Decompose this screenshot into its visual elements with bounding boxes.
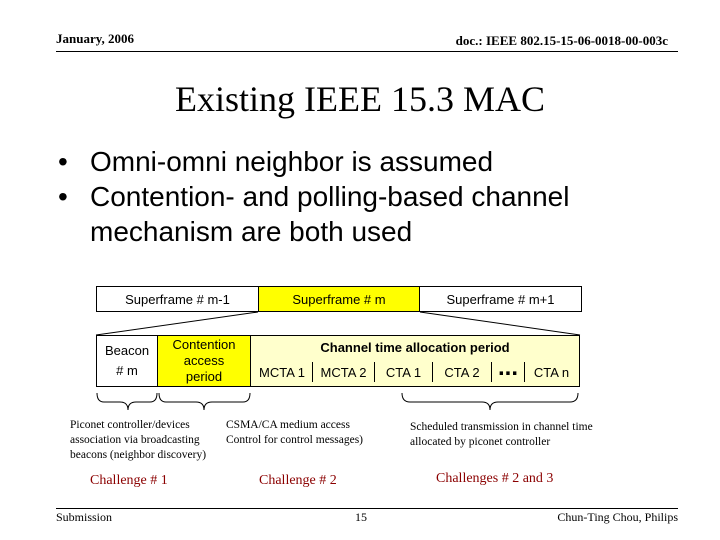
challenge-1: Challenge # 1 bbox=[90, 473, 168, 488]
brace-cap bbox=[159, 393, 250, 410]
slot-cta-1 bbox=[374, 362, 432, 382]
bullet-dot: • bbox=[58, 181, 68, 212]
slot-cta-1-label: CTA 1 bbox=[385, 364, 422, 380]
beacon-slot bbox=[96, 335, 158, 387]
challenge-2: Challenge # 2 bbox=[259, 473, 337, 488]
cta-period-label bbox=[250, 338, 580, 356]
slot-cta-2-label: CTA 2 bbox=[444, 364, 480, 380]
superframe-current bbox=[258, 286, 420, 312]
brace-cta bbox=[402, 393, 578, 410]
note-piconet: Piconet controller/devices association via broadcasting beacons (neighbor discovery) bbox=[70, 419, 207, 461]
slot-mcta-2 bbox=[312, 362, 374, 382]
challenge-2-and-3: Challenges # 2 and 3 bbox=[436, 471, 554, 486]
bullet-list bbox=[58, 144, 678, 249]
contention-access-period bbox=[157, 335, 251, 387]
superframe-prev bbox=[96, 286, 259, 312]
footer-submission: Submission bbox=[56, 510, 113, 524]
bullet-item bbox=[58, 179, 678, 249]
superframe-current-label: Superframe # m bbox=[292, 291, 386, 307]
beacon-label: Beacon bbox=[104, 343, 150, 358]
note-csma: CSMA/CA medium access Control for control messages) bbox=[226, 419, 364, 446]
brace-beacon bbox=[97, 393, 157, 410]
contention-label: Contention access period bbox=[172, 337, 236, 384]
slot-cta-n bbox=[524, 362, 578, 382]
header-date: January, 2006 bbox=[56, 31, 135, 46]
slot-mcta-2-label: MCTA 2 bbox=[320, 364, 367, 380]
slot-mcta-1 bbox=[252, 362, 312, 382]
superframe-next-label: Superframe # m+1 bbox=[446, 291, 555, 307]
header-doc-id: doc.: IEEE 802.15-15-06-0018-00-003c bbox=[455, 33, 668, 48]
slot-cta-n-label: CTA n bbox=[533, 364, 570, 380]
footer-author: Chun-Ting Chou, Philips bbox=[557, 510, 678, 524]
bullet-text: Omni-omni neighbor is assumed bbox=[90, 146, 494, 177]
header-rule bbox=[56, 51, 678, 52]
cta-period-label-text: Channel time allocation period bbox=[320, 339, 510, 355]
bullet-item bbox=[58, 144, 678, 179]
slot-mcta-1-label: MCTA 1 bbox=[259, 364, 305, 380]
note-scheduled: Scheduled transmission in channel time allocated by piconet controller bbox=[410, 421, 593, 448]
beacon-number: # m bbox=[116, 363, 138, 378]
footer-page-number: 15 bbox=[355, 510, 367, 524]
slot-cta-2 bbox=[432, 362, 492, 382]
slot-ellipsis-text: ... bbox=[497, 354, 518, 381]
footer-rule bbox=[56, 508, 678, 509]
bullet-text: Contention- and polling-based channel mechanism are both used bbox=[90, 181, 570, 247]
superframe-next bbox=[419, 286, 582, 312]
slide-title: Existing IEEE 15.3 MAC bbox=[175, 79, 545, 119]
slot-ellipsis bbox=[492, 354, 524, 382]
superframe-prev-label: Superframe # m-1 bbox=[125, 291, 230, 307]
bullet-dot: • bbox=[58, 146, 68, 177]
